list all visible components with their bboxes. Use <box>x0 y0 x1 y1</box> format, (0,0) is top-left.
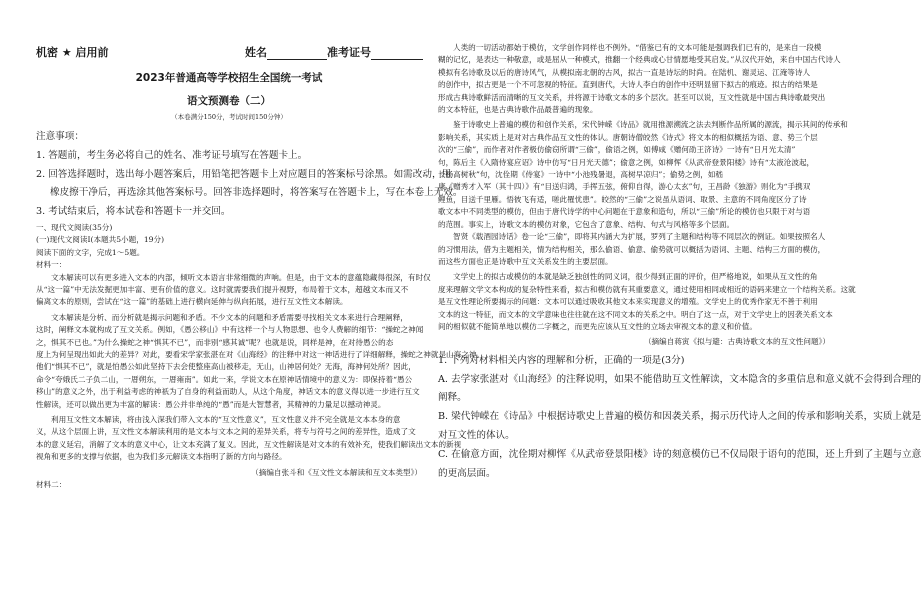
text-line: 影响关系，其实质上是对对古典作品互文性的体认。唐朝诗僧皎然《诗式》将文本的相似概括为语、意、势三个层 <box>438 132 818 142</box>
note-item: 橡皮擦干净后，再选涂其他答案标号。回答非选择题时，将答案写在答题卡上，写在本卷上无效。 <box>50 187 463 199</box>
score-note: （本卷满分150分，考试时间150分钟） <box>171 113 287 121</box>
text-line: 句，陈后主《入隋侍宴应诏》诗中仿写“日月光天德”；偷意之例，如柳恽《从武帝登景阳楼》诗有“太液沧波起， <box>438 157 815 167</box>
question-stem: 1. 下列对材料相关内容的理解和分析，正确的一项是(3分) <box>438 354 685 366</box>
note-item: 2. 回答选择题时，选出每小题答案后，用铅笔把答题卡上对应题目的答案标号涂黑。如需改动，用 <box>36 168 452 180</box>
text-line: 智贤《载酒园诗话》卷一论“三偷”，即将其内涵大为扩展，罗列了主题和结构等不同层次的例证。如果按照名人 <box>453 232 826 242</box>
option-b-cont: 对互文性的体认。 <box>438 429 515 441</box>
text-line: 度来理解文学文本构成的复杂特性来看，拟古和模仿就有其重要意义，通过使用相同或相近的语码来建立一个结构关系。这就 <box>438 284 856 294</box>
source-citation: （摘编自张斗和《互文性文本解读和互文本类型》） <box>251 467 422 477</box>
text-line: 人类的一切活动都始于模仿，文学创作同样也不例外。“借鉴已有的文本可能是强调我们已有的，是来自一段模 <box>453 43 822 52</box>
material-1-label: 材料一： <box>36 260 67 270</box>
exam-title: 2023年普通高等学校招生全国统一考试 <box>135 72 323 84</box>
right-content <box>438 42 921 483</box>
header-row <box>36 44 422 60</box>
text-line: 文学史上的拟古或模仿的本就是缺乏独创性的同义词，很少得到正面的评价，但严格地说，如果从互文性的角 <box>453 272 818 282</box>
section-title: 一、现代文阅读(35分) <box>36 222 113 232</box>
text-line: 而这些方面也正是诗歌中互文关系发生的主要层面。 <box>438 256 613 266</box>
option-c: C. 在偷意方面，沈佺期对柳恽《从武帝登景阳楼》诗的刻意模仿已不仅局限于语句的范围，还上升到了主题与立意 <box>438 448 921 460</box>
text-line: 他们“惧其不已”，就是怕愚公如此坚持下去会使整座高山被移走，无山，山神居何处？无海，海神何处所？因此， <box>36 362 416 372</box>
text-line: 之，惧其不已也。”为什么操蛇之神“惧其不已”，而非别“感其诚”呢？也就是说，同样是神，在对待愚公的态 <box>36 337 394 347</box>
name-label: 姓名 <box>245 46 267 59</box>
id-label: 准考证号 <box>327 46 371 59</box>
name-blank <box>267 47 327 60</box>
paper-title: 语文预测卷（二） <box>187 95 271 107</box>
text-line: 视角和更多的支撑与依据，也为我们多元解读文本指明了新的方向与路径。 <box>36 452 287 462</box>
text-line: 康《赠秀才入军（其十四）》有“目送归鸿，手挥五弦，俯仰自得，游心太玄”句，王昌龄《独游》则化为“手携双 <box>438 182 811 192</box>
text-line: 义，从这个层面上讲，互文性文本解读利用的是文本与文本之间的差异关系，将专与符号之间的差异性，造成了文 <box>36 427 416 437</box>
text-line: 命令“夸娥氏二子负二山，一厝朔东，一厝雍南”。如此一来，学说文本在原神话情境中的意义为：即保持着“愚公 <box>36 374 413 384</box>
text-line: 的范围。事实上，诗歌文本的模仿对象，它包含了意象、结构、句式与风格等多个层面。 <box>438 219 735 229</box>
text-line: 间的相似就不能简单地以模仿二字概之，而更先应该从互文性的立场去审视文本的意义和价值。 <box>438 321 757 331</box>
text-line: 文本的这一特征，而文本的文学意味也往往就在这不同文本的关系之中。明白了这一点，对于文学史上的因袭关系文本 <box>438 309 833 319</box>
text-line: 糊的记忆，是表达一种敬意，或是屈从一种模式，推翻一个经典或心甘情愿地受其启发。”从汉代开始，来自中国古代诗人 <box>438 55 841 65</box>
text-line: 的文本特征，也是古典诗歌作品最普遍的现象。 <box>438 105 598 115</box>
text-line: 这时，阐释文本就构成了互文关系。例如，《愚公移山》中有这样一个与人物思想、也令人费解的细节：“操蛇之神闻 <box>36 325 424 335</box>
text-line: 次的“三偷”，而作者对作者极仿偷窃所谓“三偷”，偷语之例，如傅咸《赠何劭王济诗》一诗有“日月光太清” <box>438 145 796 155</box>
text-line: 形成古典诗歌鲜活而清晰的互文关系，并将源于诗歌文本的多个层次。甚至可以说，互文性就是中国古典诗歌最突出 <box>438 92 826 102</box>
note-item: 1. 答题前，考生务必将自己的姓名、准考证号填写在答题卡上。 <box>36 149 308 161</box>
material-2-label: 材料二： <box>36 480 67 490</box>
text-line: 长杨高树秋”句，沈佺期《侍宴》一诗中“小池残暑退，高树早凉归”；偷势之例，如嵇 <box>438 170 724 180</box>
text-line: 利用互文性文本解读，将由浅入深我们带入文本的“互文性意义”，互文性意义并不完全就是文本本身的意 <box>51 415 401 425</box>
text-line: 移山”的意义之外，出于利益考虑的神祇为了自身的利益而助人，从这个角度，神话文本的意义得以进一步进行互文 <box>36 387 420 397</box>
text-line: 歌文本中不同类型的模仿，但由于唐代诗学的中心问题在于意象和造句，所以“三偷”所论的模仿也只限于对与语 <box>438 207 811 217</box>
text-line: 文本解读可以有更多进入文本的内部，倾听文本语言非常细微的声响。但是，由于文本的意蕴隐藏得很深，有时仅 <box>51 272 431 282</box>
text-line: 的习惯用法，借为主题相关，情为结构相关，那么偷语、偷意、偷势就可以概括为语词、主题、结构三方面的模仿， <box>438 244 826 254</box>
candidate-fields <box>245 44 423 60</box>
right-column <box>438 0 921 608</box>
text-line: 度上为何呈现出如此大的差异？对此，要看宋学家张湛在对《山海经》的注释中对这一神话进行了详细解释，操蛇之神就是山海之神。 <box>36 350 485 360</box>
text-line: 性解读，还可以做出更为丰富的解读：愚公并非单纯的“愚”而是大智慧者，其精神的力量足以撼动神灵。 <box>36 399 386 409</box>
option-a-cont: 阐释。 <box>438 392 467 404</box>
confidential-mark: 机密 ★ 启用前 <box>36 46 109 59</box>
text-line: 模拟有名诗歌及以后的唐诗风气，从模拟南北朝的古风，拟古一直是诗坛的时尚。在陆机、谢灵运、江淹等诗人 <box>438 67 811 77</box>
text-line: 本的意义延宕，消解了文本的意义中心，让文本充满了复义。因此，互文性解读是对文本的有效补充，使我们解读出文本的新视 <box>36 439 462 449</box>
text-line: 的创作中，拟古更是一个不可忽视的特征。直到唐代，大诗人李白的创作中还明显留下拟古的痕迹。拟古的结果是 <box>438 80 818 90</box>
source-citation: （摘编自蒋寅《拟与避：古典诗歌文本的互文性问题》） <box>643 337 830 347</box>
notes-heading: 注意事项： <box>36 131 84 142</box>
text-line: 鲤鱼，目送千里雁。悟彼飞有适，嗟此罹忧患”。皎然的“三偷”之说虽从语词、取景、主意的不同角度区分了诗 <box>438 194 807 204</box>
text-line: 文本解读是分析、而分析就是揭示问题和矛盾。不少文本的问题和矛盾需要寻找相关文本来进行合理阐释， <box>51 312 408 322</box>
section-instruction: 阅读下面的文字，完成1～5题。 <box>36 247 145 257</box>
note-item: 3. 考试结束后，将本试卷和答题卡一并交回。 <box>36 206 231 218</box>
text-line: 偏离文本的原则，尝试在“这一篇”的基础上进行横向延伸与纵向拓展，进行互文性文本解读。 <box>36 297 348 307</box>
text-line: 从“这一篇”中无法发掘更加丰富、更有价值的意义。这时就需要我们提升视野，布局着于文本，超越文本而又不 <box>36 285 409 295</box>
option-c-cont: 的更高层面。 <box>438 467 496 479</box>
text-line: 是互文性理论所要揭示的问题：文本可以通过吸收其他文本来实现意义的增殖。文学史上的优秀作家无不善于利用 <box>438 297 818 307</box>
section-subtitle: (一)现代文阅读Ⅰ(本题共5小题，19分) <box>36 235 165 245</box>
id-blank <box>371 47 423 60</box>
text-line: 鉴于诗歌史上普遍的模仿和创作关系，宋代钟嵘《诗品》就用推源溯流之法去判断作品所属的源流，揭示其间的传承和 <box>453 120 848 130</box>
option-b: B. 梁代钟嵘在《诗品》中根据诗歌史上普遍的模仿和因袭关系，揭示历代诗人之间的传承和影响关系，实质上就是 <box>438 411 921 423</box>
option-a: A. 去学家张湛对《山海经》的注释说明，如果不能借助互文性解读，文本隐含的多重信息和意义就不会得到合理的 <box>438 373 921 385</box>
